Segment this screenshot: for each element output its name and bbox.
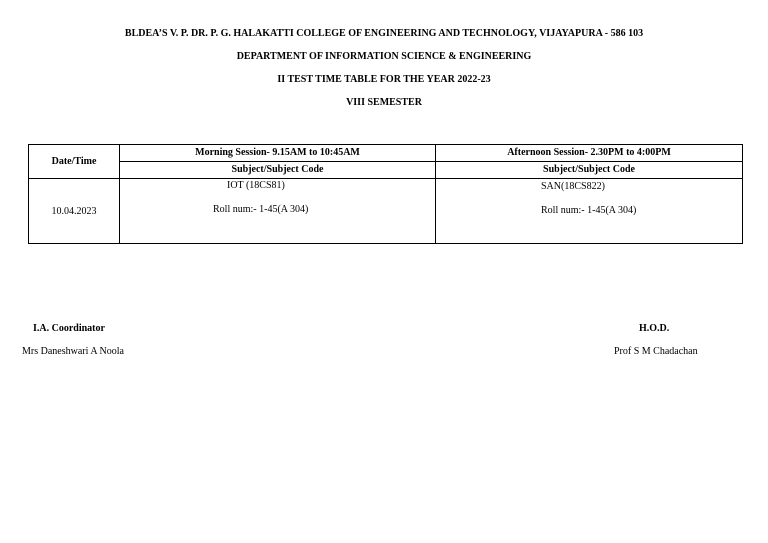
afternoon-subject-header: Subject/Subject Code [436, 162, 743, 179]
morning-roll-numbers: Roll num:- 1-45(A 304) [213, 204, 309, 215]
document-title: II TEST TIME TABLE FOR THE YEAR 2022-23 [277, 74, 491, 85]
table-header-row [29, 145, 743, 162]
afternoon-subject: SAN(18CS822) [541, 181, 605, 192]
ia-coordinator-name: Mrs Daneshwari A Noola [22, 346, 124, 357]
semester-label: VIII SEMESTER [346, 97, 422, 108]
morning-session-cell [120, 179, 436, 244]
afternoon-roll-numbers: Roll num:- 1-45(A 304) [541, 205, 637, 216]
department-name: DEPARTMENT OF INFORMATION SCIENCE & ENGINEERING [236, 51, 532, 62]
morning-subject-header: Subject/Subject Code [120, 162, 436, 179]
table-subheader-row [29, 162, 743, 179]
morning-session-header: Morning Session- 9.15AM to 10:45AM [120, 145, 436, 162]
hod-title: H.O.D. [639, 323, 670, 334]
table-row [29, 179, 743, 244]
afternoon-session-header: Afternoon Session- 2.30PM to 4:00PM [436, 145, 743, 162]
exam-date: 10.04.2023 [29, 179, 120, 244]
morning-subject: IOT (18CS81) [227, 180, 285, 191]
college-name: BLDEA’S V. P. DR. P. G. HALAKATTI COLLEGE OF ENGINEERING AND TECHNOLOGY, VIJAYAPURA - 586 103 [124, 28, 644, 39]
afternoon-session-cell [436, 179, 743, 244]
ia-coordinator-title: I.A. Coordinator [33, 323, 105, 334]
hod-name: Prof S M Chadachan [614, 346, 698, 357]
date-time-header: Date/Time [29, 145, 120, 179]
timetable [28, 144, 743, 244]
